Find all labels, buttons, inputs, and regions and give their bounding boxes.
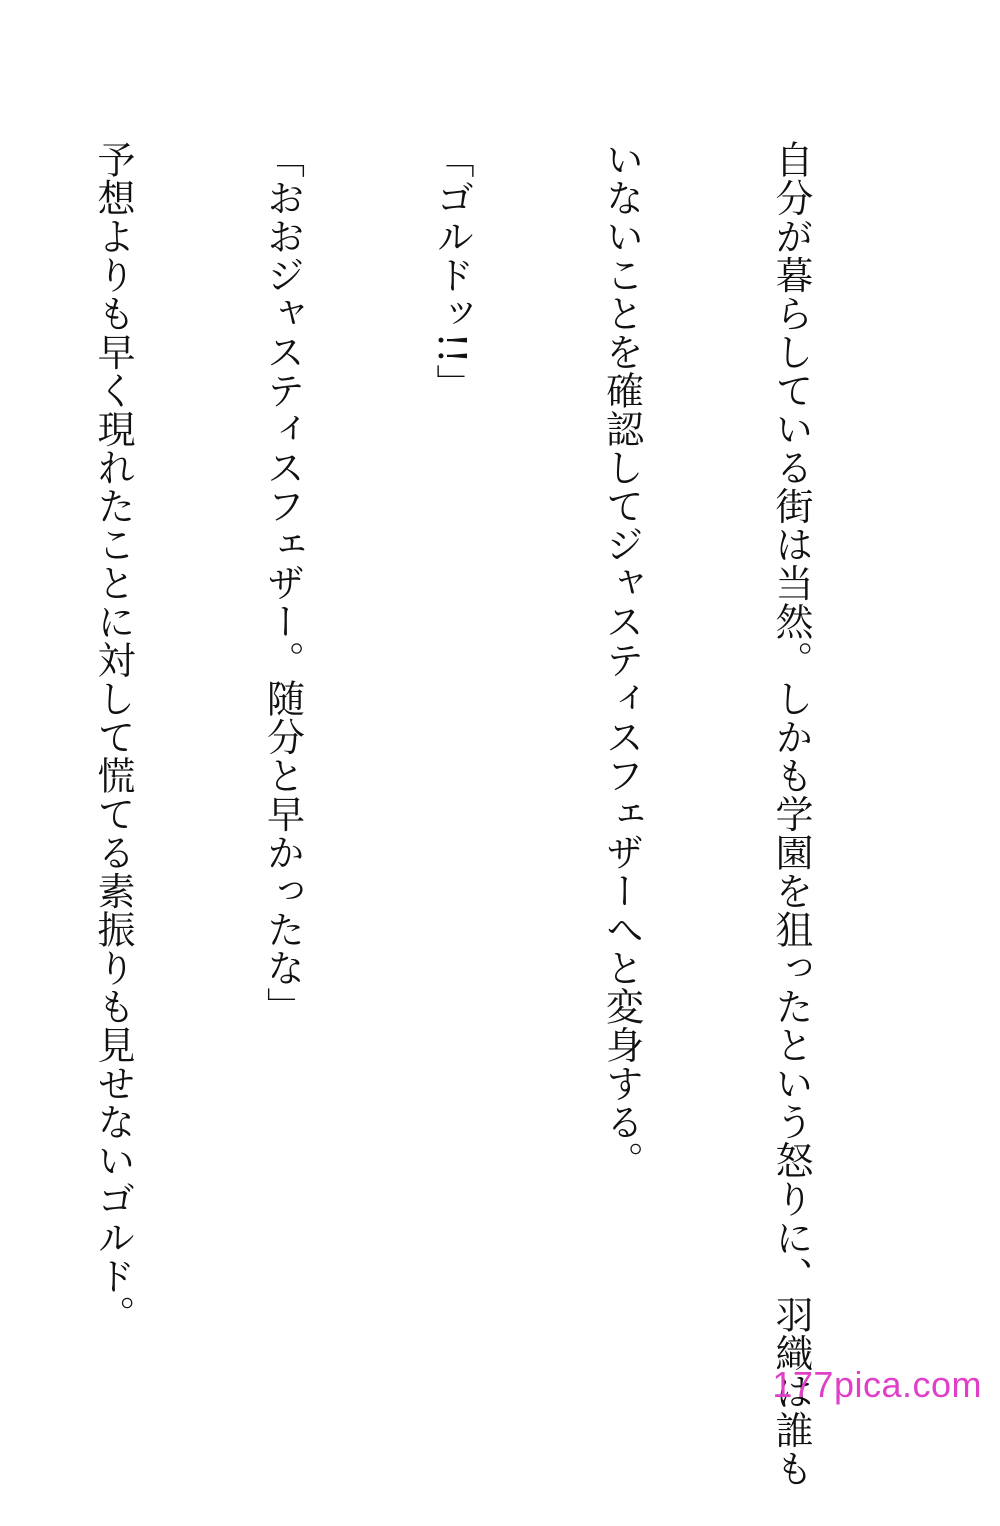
text-line-2: いないことを確認してジャスティスフェザーへと変身する。 (599, 140, 644, 1180)
text-line-5: 予想よりも早く現れたことに対して慌てる素振りも見せないゴルド。 (91, 140, 135, 1334)
text-line-4: 「おおジャスティスフェザー。随分と早かったな」 (260, 140, 305, 1026)
text-line-3: 「ゴルドッ!!」 (430, 140, 474, 403)
watermark-text: 177pica.com (772, 1364, 982, 1405)
text-line-1: 自分が暮らしている街は当然。しかも学園を狙ったという怒りに、羽織は誰も (769, 140, 813, 1488)
